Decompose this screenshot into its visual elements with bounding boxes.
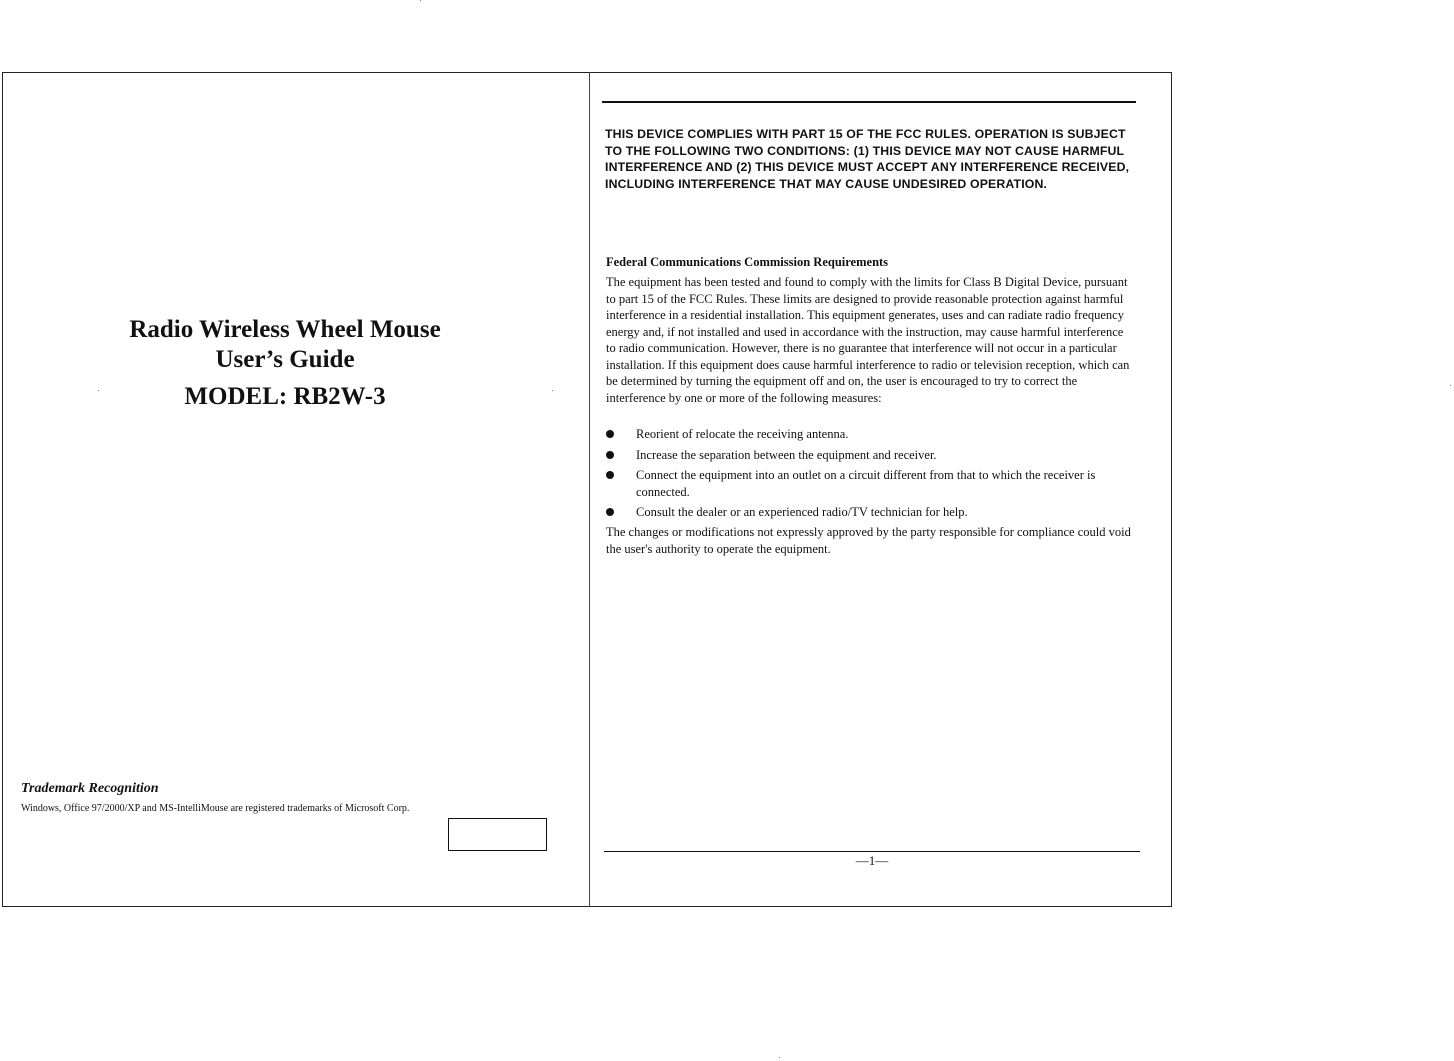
- scan-speck: [98, 390, 99, 391]
- list-item: [606, 447, 1136, 464]
- measures-list: [606, 426, 1136, 525]
- fcc-section-heading: Federal Communications Commission Requirements: [606, 255, 889, 269]
- bullet-icon: [606, 471, 614, 479]
- scan-speck: [420, 0, 421, 1]
- scan-speck: [1450, 385, 1451, 386]
- list-item: [606, 504, 1136, 521]
- changes-paragraph: The changes or modifications not expressly approved by the party responsible for compliance could void the user's authority to operate the equipment.: [606, 525, 1131, 556]
- fcc-compliance-notice: THIS DEVICE COMPLIES WITH PART 15 OF THE FCC RULES. OPERATION IS SUBJECT TO THE FOLLOWING TWO CONDITIONS: (1) THIS DEVICE MAY NOT CAUSE HARMFUL INTERFERENCE AND (2) THIS DEVICE MUST ACCEPT ANY INTERFERENCE RECEIVED, INCLUDING INTERFERENCE THAT MAY CAUSE UNDESIRED OPERATION.: [605, 127, 1130, 191]
- measure-text: Consult the dealer or an experienced radio/TV technician for help.: [636, 505, 968, 519]
- measure-text: Connect the equipment into an outlet on a circuit different from that to which the receiver is connected.: [636, 468, 1096, 499]
- page-divider: [589, 72, 590, 907]
- measure-text: Reorient of relocate the receiving antenna.: [636, 427, 849, 441]
- top-rule: [602, 101, 1136, 103]
- model-number: MODEL: RB2W-3: [184, 383, 386, 410]
- list-item: [606, 467, 1136, 500]
- guide-subtitle: User’s Guide: [215, 346, 355, 373]
- label-box: [448, 818, 547, 851]
- fcc-paragraph: The equipment has been tested and found to comply with the limits for Class B Digital Device, pursuant to part 15 of the FCC Rules. These limits are designed to provide reasonable protection against harmful interference in a residential installation. This equipment generates, uses and can radiate radio frequency energy and, if not installed and used in accordance with the instruction, may cause harmful interference to radio communication. However, there is no guarantee that interference will not occur in a particular installation. If this equipment does cause harmful interference to radio or television reception, which can be determined by turning the equipment off and on, the user is encouraged to try to correct the interference by one or more of the following measures:: [606, 275, 1130, 405]
- list-item: [606, 426, 1136, 443]
- bullet-icon: [606, 451, 614, 459]
- bullet-icon: [606, 430, 614, 438]
- measure-text: Increase the separation between the equipment and receiver.: [636, 447, 937, 462]
- page-number: —1—: [855, 853, 889, 868]
- scan-speck: [552, 390, 553, 391]
- guide-title: Radio Wireless Wheel Mouse: [129, 316, 441, 343]
- bullet-icon: [606, 508, 614, 516]
- bottom-rule: [604, 851, 1140, 852]
- trademark-text: Windows, Office 97/2000/XP and MS-IntelliMouse are registered trademarks of Microsoft Corp.: [21, 803, 410, 814]
- scan-speck: [779, 1057, 780, 1058]
- trademark-heading: Trademark Recognition: [21, 781, 159, 796]
